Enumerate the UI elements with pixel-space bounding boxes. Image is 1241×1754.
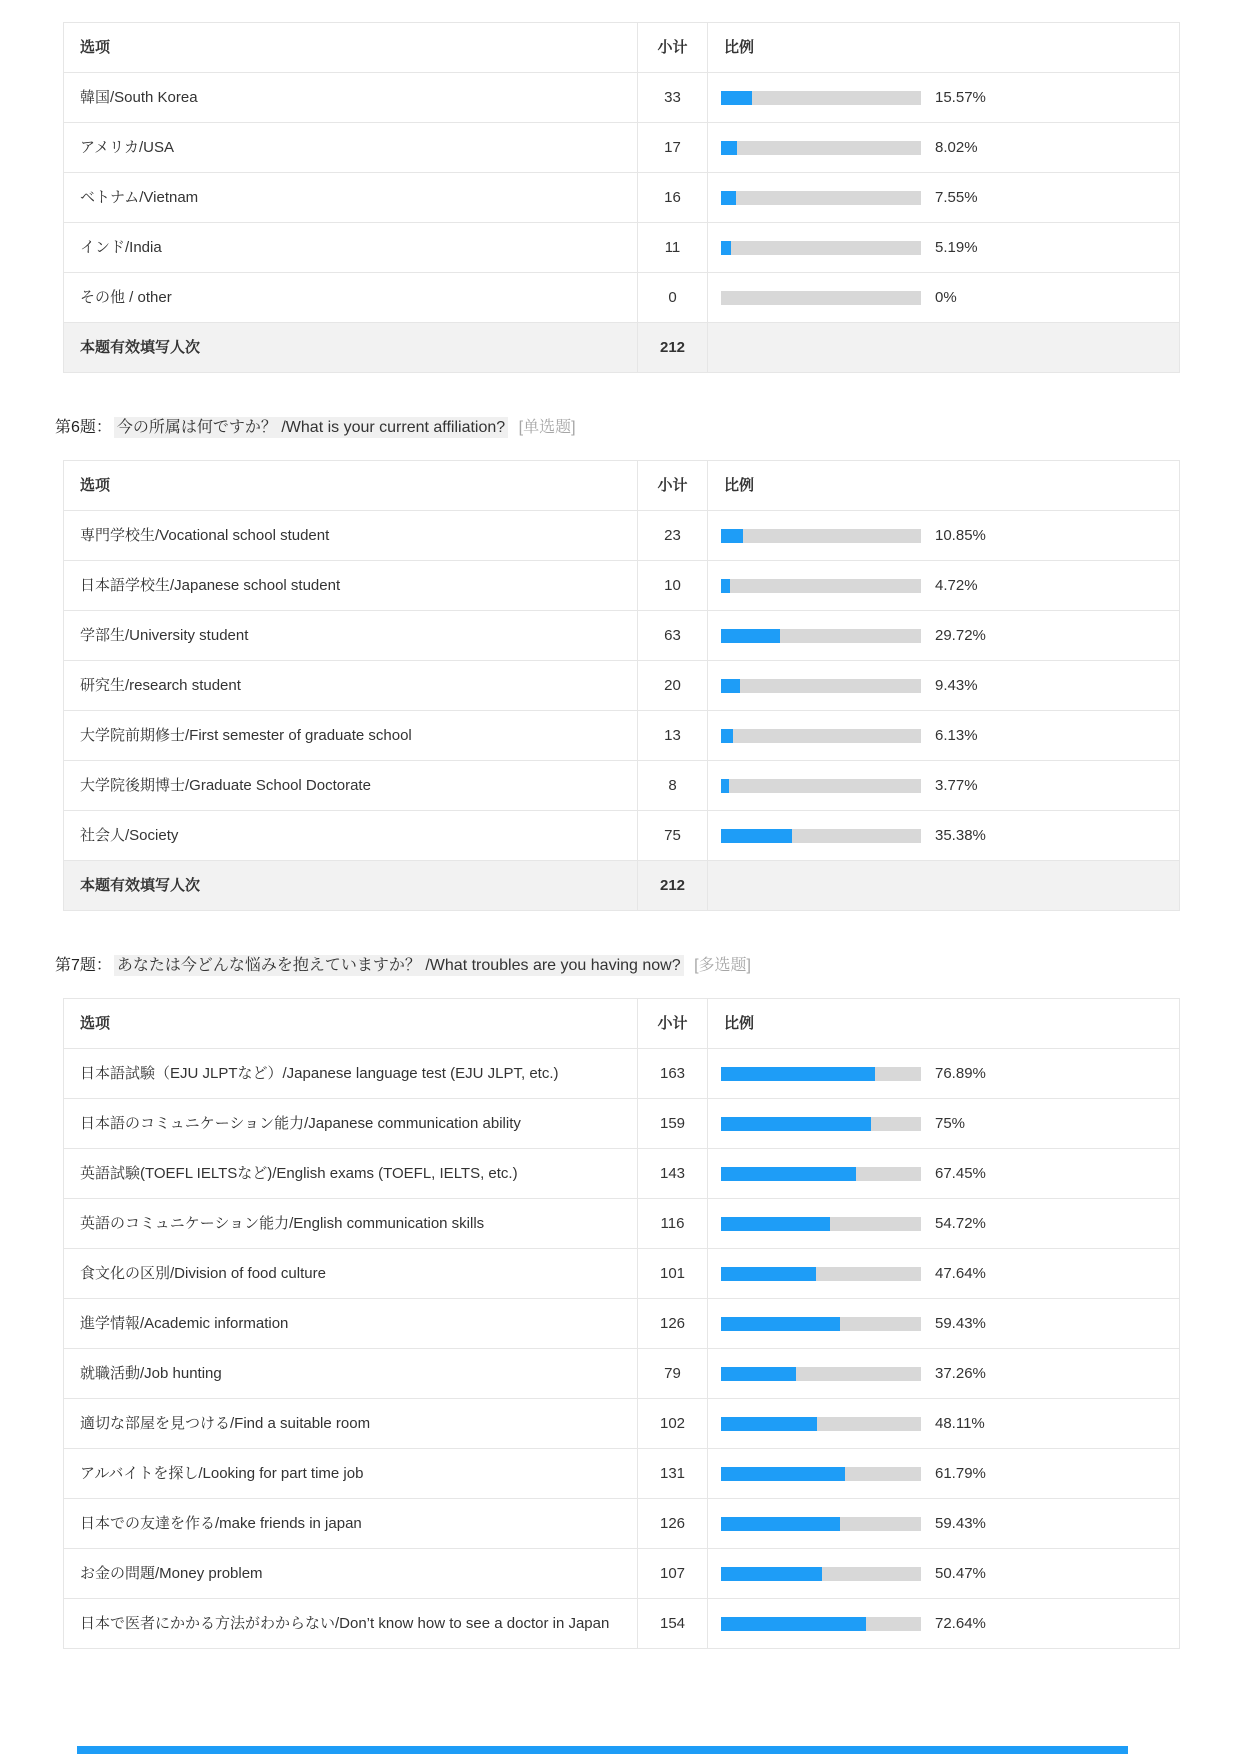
ratio-bar [721,1515,1179,1532]
option-label: 日本で医者にかかる方法がわからない/Don’t know how to see a doctor in Japan [64,1599,638,1649]
column-header-count: 小计 [638,999,708,1049]
ratio-bar-track [721,1567,921,1581]
column-header-ratio: 比例 [708,461,1180,511]
ratio-bar [721,89,1179,106]
option-ratio-cell [708,1149,1180,1199]
total-ratio-cell [708,323,1180,373]
option-label: インド/India [64,223,638,273]
option-label: 日本での友達を作る/make friends in japan [64,1499,638,1549]
option-ratio-cell [708,223,1180,273]
table-row [64,811,1180,861]
option-label: 英語のコミュニケーション能力/English communication skills [64,1199,638,1249]
ratio-bar-track [721,1417,921,1431]
ratio-bar [721,1465,1179,1482]
option-label: 食文化の区別/Division of food culture [64,1249,638,1299]
option-label: 日本語学校生/Japanese school student [64,561,638,611]
option-count: 159 [638,1099,708,1149]
option-label: 研究生/research student [64,661,638,711]
option-ratio-cell [708,761,1180,811]
option-count: 11 [638,223,708,273]
option-ratio-cell [708,1349,1180,1399]
ratio-percent: 3.77% [935,777,978,794]
table-row [64,1449,1180,1499]
ratio-percent: 67.45% [935,1165,986,1182]
survey-results-content [55,22,1179,1649]
ratio-percent: 48.11% [935,1415,985,1432]
table-row [64,1399,1180,1449]
ratio-bar-track [721,141,921,155]
ratio-percent: 47.64% [935,1265,986,1282]
ratio-bar [721,627,1179,644]
table-header-row [64,999,1180,1049]
ratio-bar-fill [721,241,731,255]
option-count: 20 [638,661,708,711]
ratio-bar-track [721,579,921,593]
option-ratio-cell [708,561,1180,611]
ratio-bar [721,139,1179,156]
ratio-bar-track [721,529,921,543]
table-row [64,123,1180,173]
ratio-bar [721,677,1179,694]
ratio-bar [721,1615,1179,1632]
option-count: 17 [638,123,708,173]
ratio-bar [721,1415,1179,1432]
ratio-bar [721,1165,1179,1182]
option-count: 8 [638,761,708,811]
table-row [64,1149,1180,1199]
option-label: 進学情報/Academic information [64,1299,638,1349]
ratio-bar [721,1565,1179,1582]
option-ratio-cell [708,1299,1180,1349]
ratio-bar-track [721,1317,921,1331]
table-row [64,273,1180,323]
ratio-bar-fill [721,1467,845,1481]
ratio-bar-track [721,1517,921,1531]
option-count: 23 [638,511,708,561]
option-count: 116 [638,1199,708,1249]
question-number: 第7题： [55,957,112,974]
ratio-percent: 76.89% [935,1065,986,1082]
option-ratio-cell [708,123,1180,173]
option-ratio-cell [708,1099,1180,1149]
option-ratio-cell [708,1499,1180,1549]
ratio-percent: 75% [935,1115,966,1132]
ratio-percent: 7.55% [935,189,978,206]
table-row [64,1049,1180,1099]
option-label: 就職活動/Job hunting [64,1349,638,1399]
column-header-count: 小计 [638,23,708,73]
question-title [55,417,1179,439]
ratio-bar-fill [721,1167,856,1181]
ratio-bar-fill [721,1217,830,1231]
ratio-bar-fill [721,1267,816,1281]
table-row [64,173,1180,223]
ratio-percent: 8.02% [935,139,978,156]
option-label: アルバイトを探し/Looking for part time job [64,1449,638,1499]
ratio-percent: 35.38% [935,827,986,844]
ratio-bar-track [721,1267,921,1281]
option-ratio-cell [708,73,1180,123]
ratio-bar-track [721,1617,921,1631]
option-count: 13 [638,711,708,761]
total-label: 本题有效填写人次 [64,323,638,373]
ratio-percent: 4.72% [935,577,978,594]
results-table [63,22,1180,373]
option-label: 適切な部屋を見つける/Find a suitable room [64,1399,638,1449]
ratio-percent: 72.64% [935,1615,986,1632]
option-count: 16 [638,173,708,223]
ratio-bar-fill [721,1567,822,1581]
column-header-ratio: 比例 [708,23,1180,73]
results-table [63,460,1180,911]
ratio-bar-track [721,729,921,743]
column-header-option: 选项 [64,461,638,511]
option-count: 33 [638,73,708,123]
total-count: 212 [638,323,708,373]
table-row [64,511,1180,561]
question-text: あなたは今どんな悩みを抱えていますか？ /What troubles are you having now? [114,955,684,976]
ratio-bar [721,1215,1179,1232]
ratio-percent: 15.57% [935,89,986,106]
ratio-bar [721,727,1179,744]
option-ratio-cell [708,661,1180,711]
option-count: 102 [638,1399,708,1449]
ratio-bar [721,577,1179,594]
table-row [64,1199,1180,1249]
option-ratio-cell [708,273,1180,323]
question-text: 今の所属は何ですか？ /What is your current affiliation? [114,417,508,438]
ratio-bar [721,1365,1179,1382]
ratio-bar-fill [721,529,743,543]
ratio-bar-fill [721,91,752,105]
total-row [64,861,1180,911]
option-ratio-cell [708,1399,1180,1449]
ratio-bar-track [721,829,921,843]
table-row [64,1249,1180,1299]
ratio-bar-fill [721,729,733,743]
option-label: 社会人/Society [64,811,638,861]
option-label: 英語試験(TOEFL IELTSなど)/English exams (TOEFL, IELTS, etc.) [64,1149,638,1199]
ratio-bar-track [721,1067,921,1081]
total-count: 212 [638,861,708,911]
option-ratio-cell [708,1599,1180,1649]
column-header-option: 选项 [64,23,638,73]
ratio-percent: 9.43% [935,677,978,694]
ratio-bar-fill [721,1517,840,1531]
option-label: お金の問題/Money problem [64,1549,638,1599]
option-ratio-cell [708,1549,1180,1599]
option-count: 10 [638,561,708,611]
results-table [63,998,1180,1649]
ratio-bar-fill [721,829,792,843]
option-ratio-cell [708,1449,1180,1499]
ratio-bar-track [721,1467,921,1481]
table-row [64,561,1180,611]
option-label: 専門学校生/Vocational school student [64,511,638,561]
ratio-bar-track [721,679,921,693]
ratio-bar-fill [721,1417,817,1431]
table-row [64,661,1180,711]
question-section [63,22,1179,373]
ratio-bar-track [721,1217,921,1231]
partial-chart-bar [77,1746,1128,1754]
ratio-percent: 29.72% [935,627,986,644]
table-row [64,711,1180,761]
column-header-count: 小计 [638,461,708,511]
table-row [64,223,1180,273]
option-ratio-cell [708,173,1180,223]
ratio-bar [721,1115,1179,1132]
table-row [64,1099,1180,1149]
table-row [64,1349,1180,1399]
option-label: ベトナム/Vietnam [64,173,638,223]
option-label: その他 / other [64,273,638,323]
ratio-percent: 59.43% [935,1315,986,1332]
ratio-bar-fill [721,1617,866,1631]
ratio-percent: 0% [935,289,957,306]
option-count: 126 [638,1299,708,1349]
option-ratio-cell [708,1249,1180,1299]
ratio-bar-fill [721,191,736,205]
ratio-bar-fill [721,1367,796,1381]
option-count: 0 [638,273,708,323]
table-header-row [64,461,1180,511]
option-count: 131 [638,1449,708,1499]
ratio-bar-fill [721,1117,871,1131]
question-title [55,955,1179,977]
table-row [64,611,1180,661]
option-ratio-cell [708,611,1180,661]
column-header-option: 选项 [64,999,638,1049]
ratio-bar [721,189,1179,206]
table-row [64,1549,1180,1599]
option-ratio-cell [708,1199,1180,1249]
total-ratio-cell [708,861,1180,911]
option-count: 154 [638,1599,708,1649]
total-row [64,323,1180,373]
ratio-bar-fill [721,1067,875,1081]
option-count: 126 [638,1499,708,1549]
ratio-bar-fill [721,579,730,593]
ratio-bar [721,527,1179,544]
option-count: 143 [638,1149,708,1199]
ratio-bar-fill [721,779,729,793]
ratio-percent: 6.13% [935,727,978,744]
option-label: 日本語試験（EJU JLPTなど）/Japanese language test (EJU JLPT, etc.) [64,1049,638,1099]
option-label: 学部生/University student [64,611,638,661]
ratio-bar [721,289,1179,306]
table-row [64,1599,1180,1649]
option-ratio-cell [708,811,1180,861]
option-count: 101 [638,1249,708,1299]
question-section [55,955,1179,1649]
option-label: 韓国/South Korea [64,73,638,123]
ratio-bar-fill [721,141,737,155]
option-count: 75 [638,811,708,861]
option-ratio-cell [708,711,1180,761]
option-label: 大学院後期博士/Graduate School Doctorate [64,761,638,811]
ratio-bar-track [721,241,921,255]
table-row [64,1499,1180,1549]
ratio-bar-track [721,629,921,643]
option-ratio-cell [708,511,1180,561]
ratio-percent: 59.43% [935,1515,986,1532]
column-header-ratio: 比例 [708,999,1180,1049]
ratio-bar [721,239,1179,256]
ratio-bar [721,1315,1179,1332]
question-section [55,417,1179,911]
question-number: 第6题： [55,419,112,436]
ratio-bar-track [721,191,921,205]
option-label: アメリカ/USA [64,123,638,173]
ratio-bar-track [721,291,921,305]
table-row [64,761,1180,811]
ratio-percent: 54.72% [935,1215,986,1232]
option-count: 79 [638,1349,708,1399]
ratio-bar-track [721,1117,921,1131]
option-count: 163 [638,1049,708,1099]
option-count: 107 [638,1549,708,1599]
ratio-percent: 10.85% [935,527,986,544]
question-type-tag: [单选题] [518,419,576,436]
option-ratio-cell [708,1049,1180,1099]
ratio-bar-fill [721,679,740,693]
ratio-percent: 61.79% [935,1465,986,1482]
ratio-bar [721,777,1179,794]
table-row [64,73,1180,123]
ratio-percent: 37.26% [935,1365,986,1382]
ratio-bar-fill [721,629,780,643]
ratio-bar-track [721,91,921,105]
table-row [64,1299,1180,1349]
ratio-bar-track [721,1367,921,1381]
option-count: 63 [638,611,708,661]
question-type-tag: [多选题] [694,957,751,974]
option-label: 日本語のコミュニケーション能力/Japanese communication ability [64,1099,638,1149]
ratio-bar [721,827,1179,844]
table-header-row [64,23,1180,73]
ratio-percent: 5.19% [935,239,978,256]
ratio-bar-fill [721,1317,840,1331]
option-label: 大学院前期修士/First semester of graduate school [64,711,638,761]
ratio-percent: 50.47% [935,1565,986,1582]
ratio-bar [721,1065,1179,1082]
ratio-bar [721,1265,1179,1282]
total-label: 本题有效填写人次 [64,861,638,911]
ratio-bar-track [721,779,921,793]
ratio-bar-track [721,1167,921,1181]
